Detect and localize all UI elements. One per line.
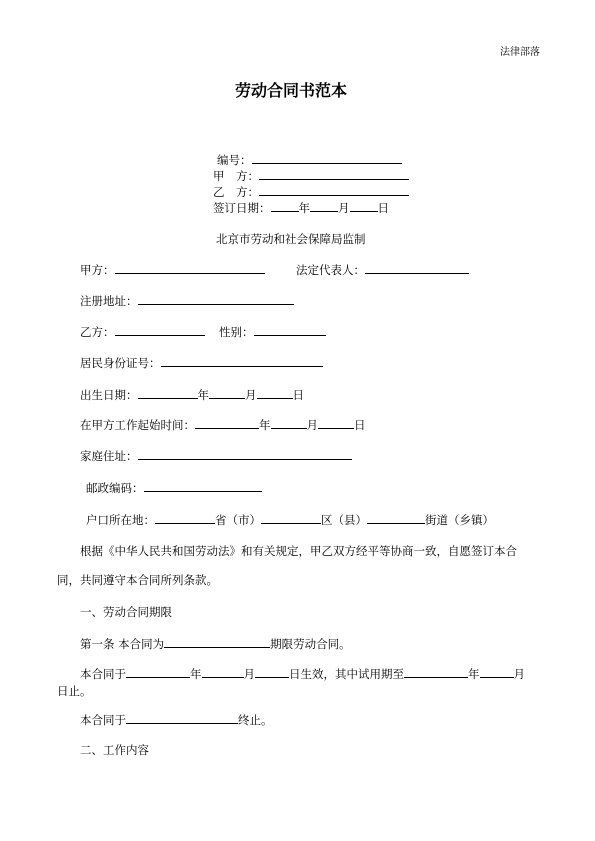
hukou-street-field[interactable] <box>367 511 425 524</box>
terminate-prefix: 本合同于 <box>80 713 126 727</box>
month-unit: 月 <box>513 667 525 681</box>
effective-year-field[interactable] <box>126 665 190 678</box>
year-unit: 年 <box>190 667 202 681</box>
contract-type-field[interactable] <box>164 635 270 648</box>
issuer-line: 北京市劳动和社会保障局监制 <box>216 232 366 246</box>
id-number-field[interactable] <box>161 354 323 367</box>
year-unit: 年 <box>259 418 271 432</box>
day-unit: 日 <box>292 388 304 402</box>
province-unit: 省（市） <box>215 513 261 527</box>
effective-mid: 日生效，其中试用期至 <box>289 667 404 681</box>
id-number-label: 居民身份证号： <box>80 356 161 370</box>
month-unit: 月 <box>245 388 257 402</box>
party-b-label: 乙方： <box>80 325 115 339</box>
party-a-row <box>80 261 265 278</box>
document-title: 劳动合同书范本 <box>235 81 348 100</box>
day-unit: 日 <box>377 201 389 215</box>
party-b-field[interactable] <box>115 323 205 336</box>
home-address-row <box>80 447 352 464</box>
cover-party-b-field[interactable] <box>259 183 409 196</box>
contract-number-field[interactable] <box>252 151 402 164</box>
terminate-date-field[interactable] <box>126 711 238 724</box>
month-unit: 月 <box>338 201 350 215</box>
reg-address-row <box>80 292 294 309</box>
section-heading-work: 二、工作内容 <box>80 743 149 757</box>
postal-code-field[interactable] <box>144 479 262 492</box>
cover-party-a-row <box>213 167 409 184</box>
reg-address-field[interactable] <box>138 292 294 305</box>
effective-month-field[interactable] <box>202 665 244 678</box>
year-unit: 年 <box>298 201 310 215</box>
birth-date-label: 出生日期： <box>80 388 138 402</box>
effective-row <box>80 665 525 682</box>
sign-year-field[interactable] <box>271 199 299 212</box>
probation-year-field[interactable] <box>404 665 468 678</box>
terminate-suffix: 终止。 <box>238 713 273 727</box>
party-a-field[interactable] <box>115 261 265 274</box>
day-unit: 日 <box>354 418 366 432</box>
sign-day-field[interactable] <box>350 199 378 212</box>
article-1-suffix: 期限劳动合同。 <box>270 637 351 651</box>
home-address-field[interactable] <box>138 447 352 460</box>
postal-code-row <box>86 479 262 496</box>
start-work-label: 在甲方工作起始时间： <box>80 418 195 432</box>
start-month-field[interactable] <box>271 416 307 429</box>
intro-paragraph-line2: 同，共同遵守本合同所列条款。 <box>57 573 218 587</box>
intro-paragraph-line1: 根据《中华人民共和国劳动法》和有关规定，甲乙双方经平等协商一致，自愿签订本合 <box>80 544 517 558</box>
month-unit: 月 <box>306 418 318 432</box>
home-address-label: 家庭住址： <box>80 449 138 463</box>
terminate-row <box>80 711 273 728</box>
month-unit: 月 <box>243 667 255 681</box>
birth-year-field[interactable] <box>138 386 198 399</box>
party-a-label: 甲方： <box>80 263 115 277</box>
gender-field[interactable] <box>254 323 326 336</box>
year-unit: 年 <box>468 667 480 681</box>
start-day-field[interactable] <box>318 416 354 429</box>
reg-address-label: 注册地址： <box>80 294 138 308</box>
legal-rep-field[interactable] <box>365 261 469 274</box>
birth-month-field[interactable] <box>209 386 245 399</box>
hukou-district-field[interactable] <box>261 511 321 524</box>
sign-month-field[interactable] <box>310 199 338 212</box>
legal-rep-label: 法定代表人： <box>296 263 365 277</box>
site-header: 法律部落 <box>500 47 540 58</box>
hukou-label: 户口所在地： <box>86 513 155 527</box>
contract-number-row <box>217 151 402 168</box>
gender-label: 性别： <box>219 325 254 339</box>
legal-rep-row <box>296 261 469 278</box>
birth-date-row <box>80 386 304 403</box>
effective-day-field[interactable] <box>255 665 289 678</box>
street-unit: 街道（乡镇） <box>425 513 494 527</box>
district-unit: 区（县） <box>321 513 367 527</box>
sign-date-row <box>213 199 389 216</box>
start-year-field[interactable] <box>195 416 259 429</box>
probation-month-field[interactable] <box>480 665 514 678</box>
effective-prefix: 本合同于 <box>80 667 126 681</box>
year-unit: 年 <box>197 388 209 402</box>
hukou-province-field[interactable] <box>155 511 215 524</box>
article-1-prefix: 第一条 本合同为 <box>80 637 165 651</box>
party-b-row <box>80 323 205 340</box>
cover-party-b-row <box>213 183 409 200</box>
effective-end-line: 日止。 <box>57 684 92 698</box>
article-1-row <box>80 635 351 652</box>
gender-row <box>219 323 326 340</box>
sign-date-label: 签订日期： <box>213 201 271 215</box>
contract-number-label: 编号： <box>217 153 252 167</box>
section-heading-term: 一、劳动合同期限 <box>80 605 172 619</box>
hukou-row <box>86 511 494 528</box>
cover-party-a-label: 甲 方： <box>213 169 259 183</box>
cover-party-a-field[interactable] <box>259 167 409 180</box>
id-number-row <box>80 354 323 371</box>
postal-code-label: 邮政编码： <box>86 481 144 495</box>
start-work-row <box>80 416 366 433</box>
birth-day-field[interactable] <box>257 386 293 399</box>
cover-party-b-label: 乙 方： <box>213 185 259 199</box>
